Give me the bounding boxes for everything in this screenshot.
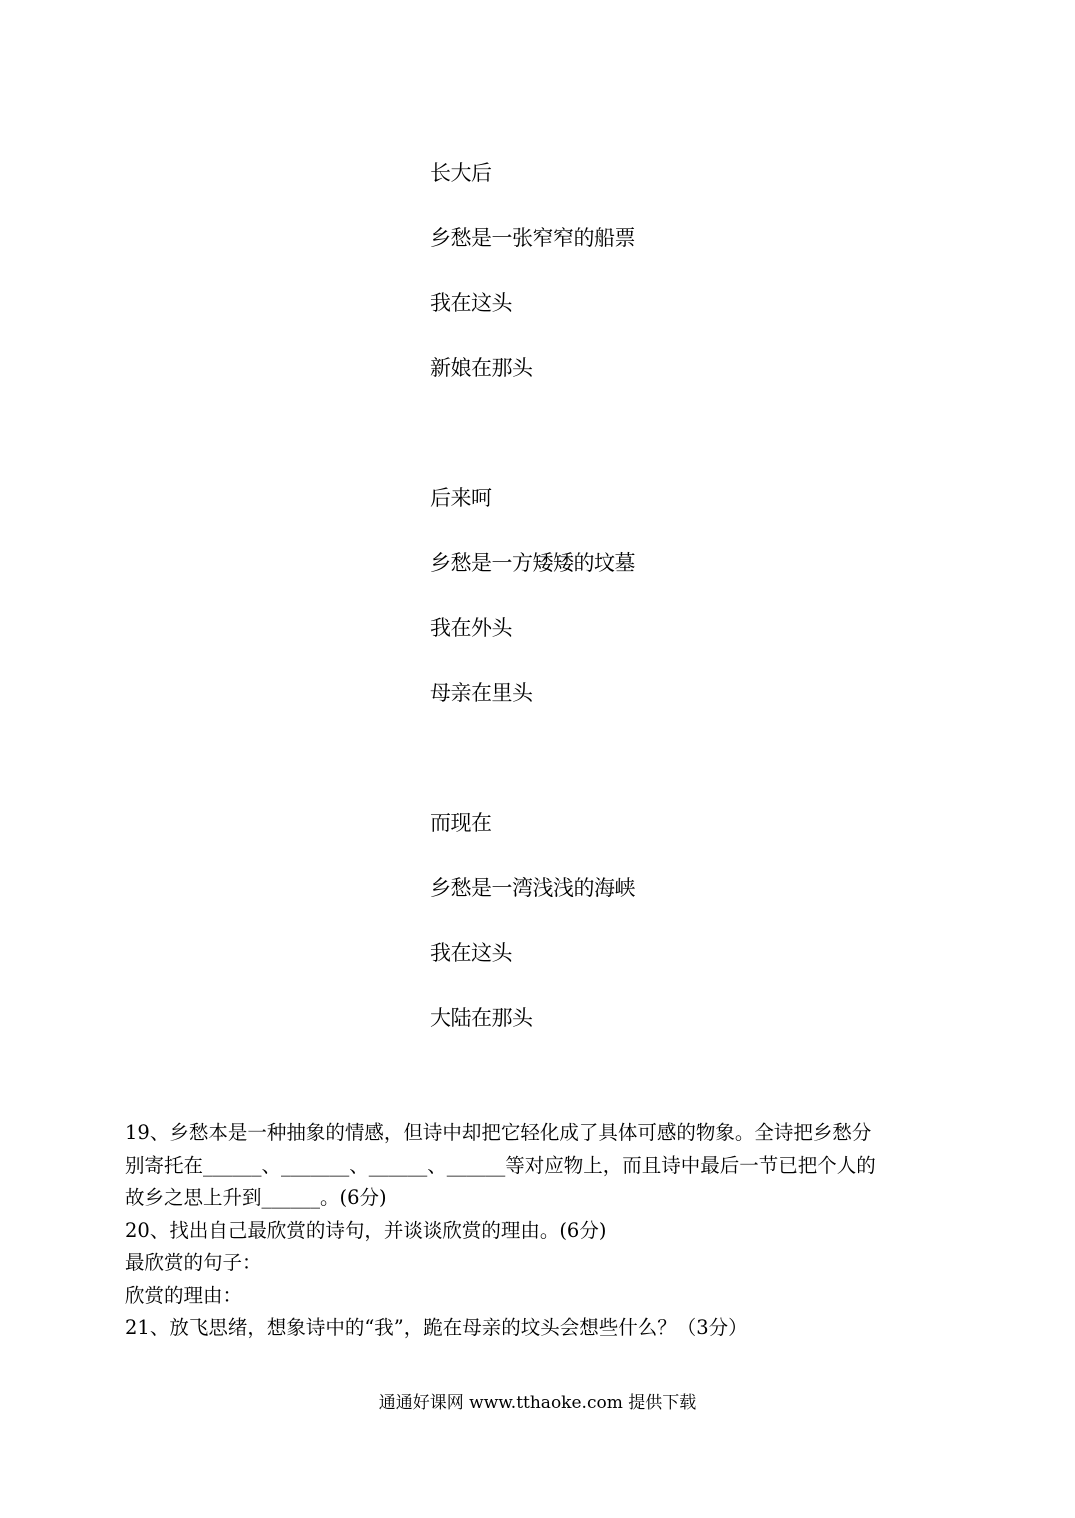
question-19-line-2: 别寄托在______、_______、______、______等对应物上，而且诗中最后一节已把个人的 — [125, 1153, 876, 1177]
poem-line: 乡愁是一湾浅浅的海峡 — [430, 876, 635, 900]
poem-line: 乡愁是一方矮矮的坟墓 — [430, 551, 635, 575]
question-19-line-3: 故乡之思上升到______。(6分) — [125, 1186, 387, 1209]
question-19-line-1: 19、乡愁本是一种抽象的情感，但诗中却把它轻化成了具体可感的物象。全诗把乡愁分 — [125, 1121, 872, 1144]
poem-line: 我在外头 — [430, 616, 512, 640]
poem-line: 我在这头 — [430, 941, 512, 965]
question-20: 20、找出自己最欣赏的诗句，并谈谈欣赏的理由。(6分) — [125, 1218, 607, 1242]
poem-line: 乡愁是一张窄窄的船票 — [430, 226, 635, 250]
poem-line: 母亲在里头 — [430, 681, 533, 705]
poem-line: 新娘在那头 — [430, 356, 533, 380]
poem-line: 长大后 — [430, 161, 492, 185]
poem-line: 大陆在那头 — [430, 1006, 533, 1030]
page-footer: 通通好课网 www.tthaoke.com 提供下载 — [378, 1393, 697, 1413]
poem-line: 而现在 — [430, 811, 492, 835]
question-21: 21、放飞思绪，想象诗中的“我”，跪在母亲的坟头会想些什么？（3分） — [125, 1316, 748, 1339]
questions — [125, 1117, 955, 1345]
poem-line: 我在这头 — [430, 291, 512, 315]
question-20-sentence-label: 最欣赏的句子： — [125, 1251, 262, 1274]
question-20-reason-label: 欣赏的理由： — [125, 1283, 243, 1307]
poem-line: 后来呵 — [430, 486, 492, 510]
